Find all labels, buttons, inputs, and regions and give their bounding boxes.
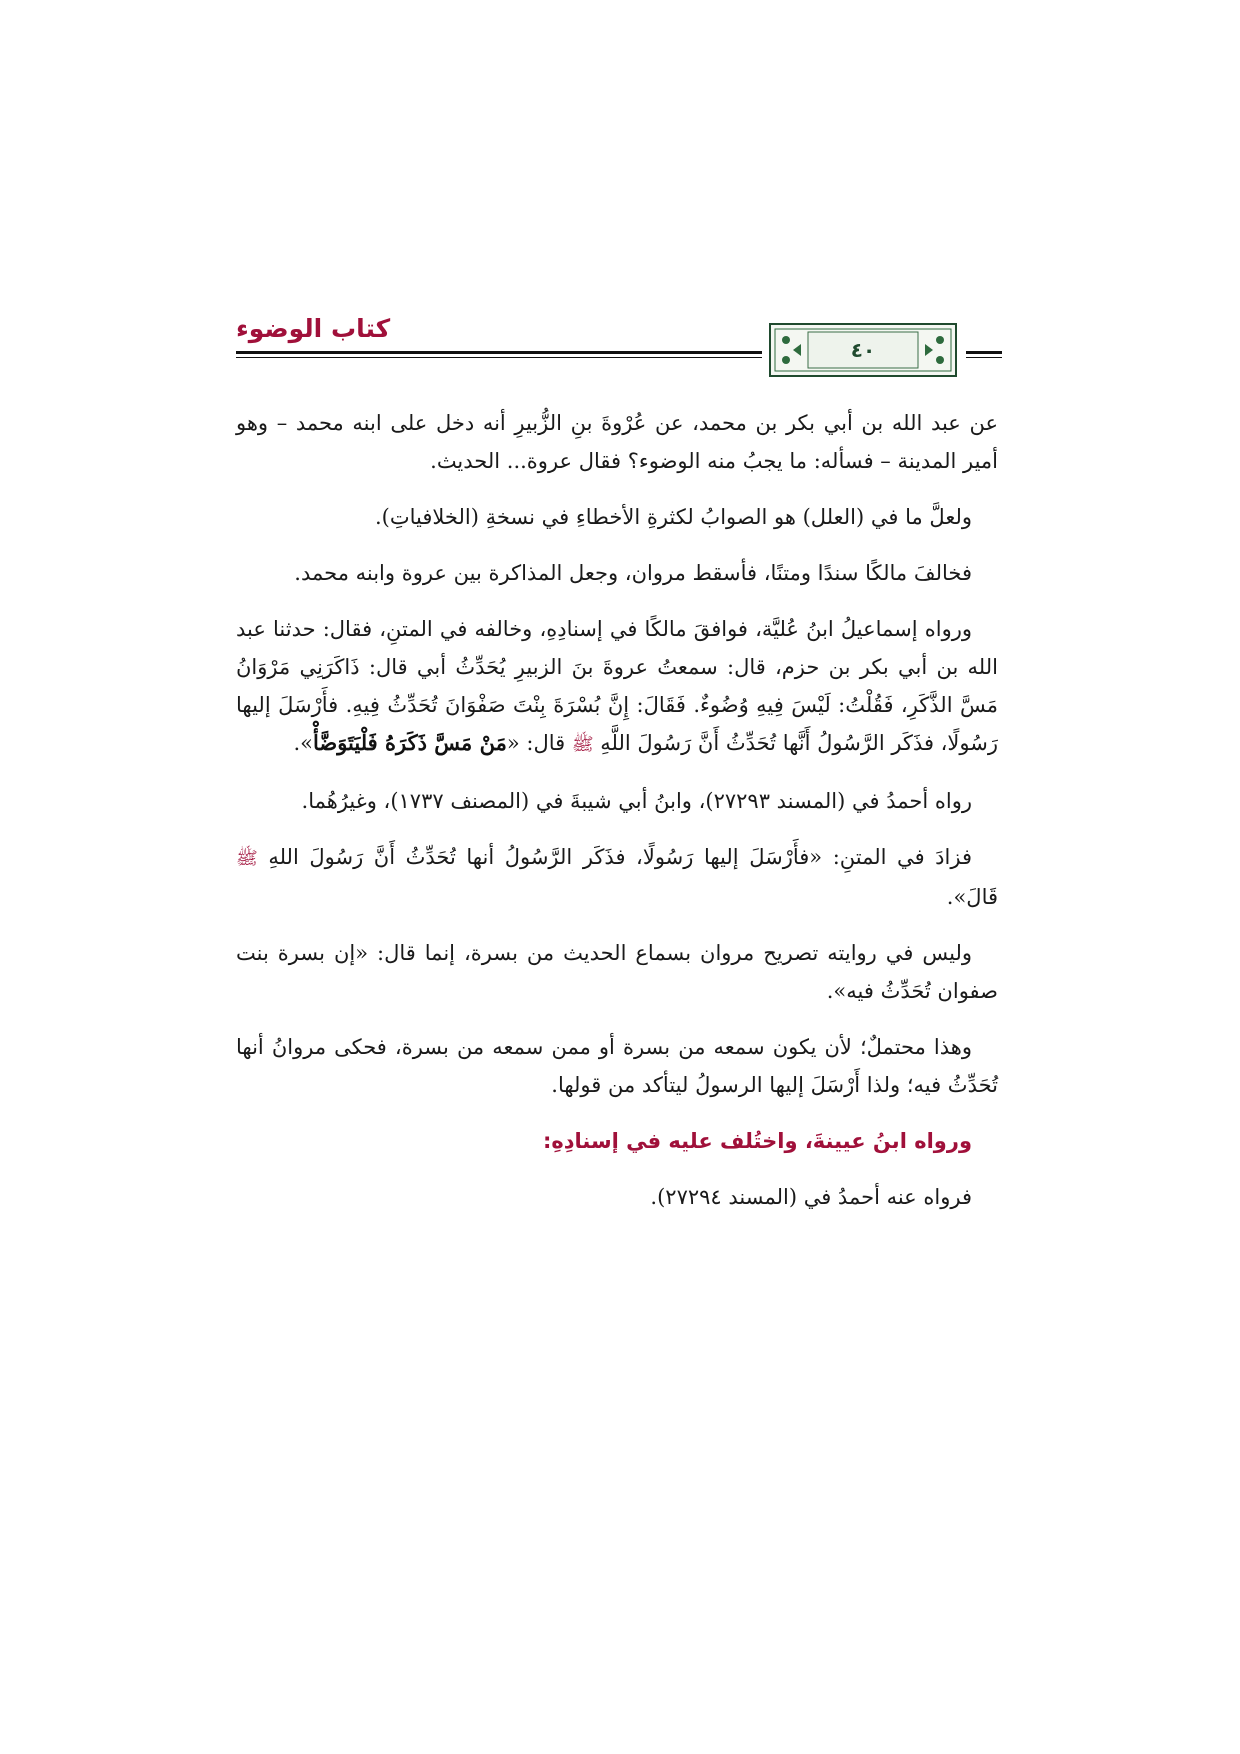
paragraph-muhtamal: وهذا محتملٌ؛ لأن يكون سمعه من بسرة أو ممن سمعه من بسرة، فحكى مروانُ أنها تُحَدِّثُ فيه؛ ولذا أَرْسَلَ إليها الرسولُ ليتأكد من قولها.	[236, 1035, 998, 1097]
paragraph-rawahu-ahmad: رواه أحمدُ في (المسند ٢٧٢٩٣)، وابنُ أبي شيبةَ في (المصنف ١٧٣٧)، وغيرُهُما.	[301, 789, 972, 813]
ibn-ulayya-close: ».	[293, 731, 313, 755]
paragraph-laysa: وليس في روايته تصريح مروان بسماع الحديث من بسرة، إنما قال: «إن بسرة بنت صفوان تُحَدِّثُ فيه».	[236, 941, 998, 1003]
paragraph-zad	[236, 838, 998, 916]
zad-qal: قَالَ».	[946, 885, 998, 909]
header-rule-long	[236, 351, 762, 358]
page-body	[236, 404, 998, 1234]
paragraph-ibn-ulayya	[236, 610, 998, 764]
paragraph-khalafa: فخالفَ مالكًا سندًا ومتنًا، فأسقط مروان، وجعل المذاكرة بين عروة وابنه محمد.	[294, 561, 972, 585]
ibn-ulayya-qal: قال: «	[506, 731, 566, 755]
section-heading: ورواه ابنُ عيينةَ، واختُلف عليه في إسنادِهِ:	[542, 1129, 972, 1153]
ibn-ulayya-text: ورواه إسماعيلُ ابنُ عُليَّة، فوافقَ مالكًا في إسنادِهِ، وخالفه في المتنِ، فقال: حدثنا عبد الله بن أبي بكر بن حزم، قال: سمعتُ عروةَ بنَ الزبيرِ يُحَدِّثُ أبي قال: ذَاكَرَنِي مَرْوَانُ مَسَّ الذَّكَرِ، فَقُلْتُ: لَيْسَ فِيهِ وُضُوءٌ. فَقَالَ: إِنَّ بُسْرَةَ بِنْتَ صَفْوَانَ تُحَدِّثُ فِيهِ. فأَرْسَلَ إليها رَسُولًا، فذَكَر الرَّسُولُ أَنَّها تُحَدِّثُ أَنَّ رَسُولَ اللَّهِ	[236, 617, 998, 755]
page-header	[236, 314, 1002, 384]
page-number: ٤٠	[850, 338, 876, 362]
header-rule-short	[966, 351, 1002, 358]
salla-glyph: ﷺ	[571, 734, 594, 755]
salla-glyph-2: ﷺ	[236, 848, 258, 869]
hadith-text: مَنْ مَسَّ ذَكَرَهُ فَلْيَتَوَضَّأْ	[312, 730, 507, 755]
paragraph-last: فرواه عنه أحمدُ في (المسند ٢٧٢٩٤).	[650, 1185, 972, 1209]
zad-text: فزادَ في المتنِ: «فأَرْسَلَ إليها رَسُولًا، فذَكَر الرَّسُولُ أنها تُحَدِّثُ أَنَّ رَسُولَ اللهِ	[268, 845, 972, 869]
paragraph-ilal: ولعلَّ ما في (العلل) هو الصوابُ لكثرةِ الأخطاءِ في نسخةِ (الخلافياتِ).	[374, 505, 972, 529]
paragraph-isnad: عن عبد الله بن أبي بكر بن محمد، عن عُرْوةَ بنِ الزُّبيرِ أنه دخل على ابنه محمد – وهو أمير المدينة – فسأله: ما يجبُ منه الوضوء؟ فقال عروة... الحديث.	[236, 411, 998, 473]
book-title: كتاب الوضوء	[236, 314, 391, 343]
page-number-badge	[768, 322, 958, 378]
